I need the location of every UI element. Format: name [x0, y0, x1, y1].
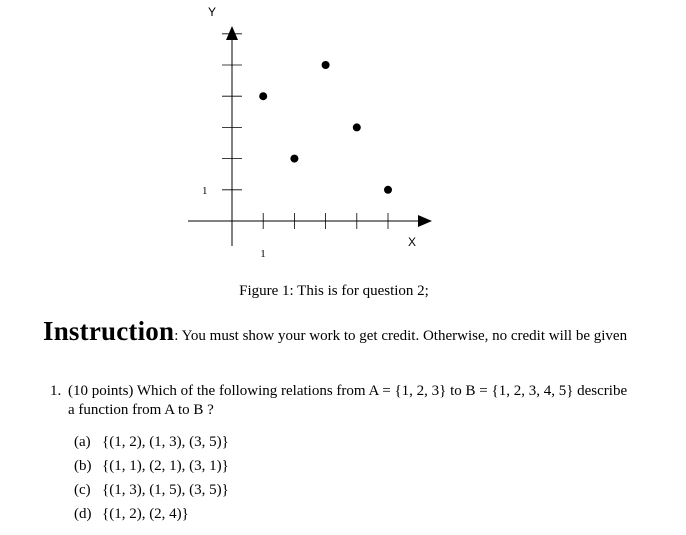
instruction-block	[43, 316, 633, 346]
instruction-text: : You must show your work to get credit. Otherwise, no credit will be given	[174, 328, 628, 344]
option-c	[74, 478, 229, 502]
option-letter: (c)	[74, 482, 91, 498]
question-1	[50, 382, 635, 420]
option-text: {(1, 3), (1, 5), (3, 5)}	[102, 482, 229, 498]
option-text: {(1, 1), (2, 1), (3, 1)}	[102, 458, 229, 474]
option-letter: (b)	[74, 458, 92, 474]
option-d	[74, 502, 229, 526]
data-point	[353, 123, 361, 131]
y-tick-label: 1	[202, 184, 208, 197]
plot-axes	[188, 26, 432, 246]
question-text: (10 points) Which of the following relations from A = {1, 2, 3} to B = {1, 2, 3, 4, 5} describe a function from A to B ?	[68, 383, 628, 418]
y-axis-label: Y	[208, 5, 217, 19]
option-letter: (a)	[74, 434, 91, 450]
data-point	[290, 155, 298, 163]
data-point	[259, 92, 267, 100]
x-axis-arrow	[418, 215, 432, 227]
instruction-heading: Instruction	[43, 316, 175, 346]
option-a	[74, 430, 229, 454]
option-letter: (d)	[74, 506, 92, 522]
answer-options	[74, 430, 229, 526]
plot-ticks	[222, 34, 388, 229]
figure-caption: Figure 1: This is for question 2;	[239, 283, 429, 299]
plot-points	[259, 61, 392, 194]
x-tick-label: 1	[260, 248, 266, 260]
data-point	[322, 61, 330, 69]
y-axis-arrow	[226, 26, 238, 40]
option-text: {(1, 2), (2, 4)}	[102, 506, 189, 522]
question-number: 1.	[50, 383, 62, 399]
option-b	[74, 454, 229, 478]
data-point	[384, 186, 392, 194]
x-axis-label: X	[408, 235, 417, 249]
option-text: {(1, 2), (1, 3), (3, 5)}	[102, 434, 229, 450]
